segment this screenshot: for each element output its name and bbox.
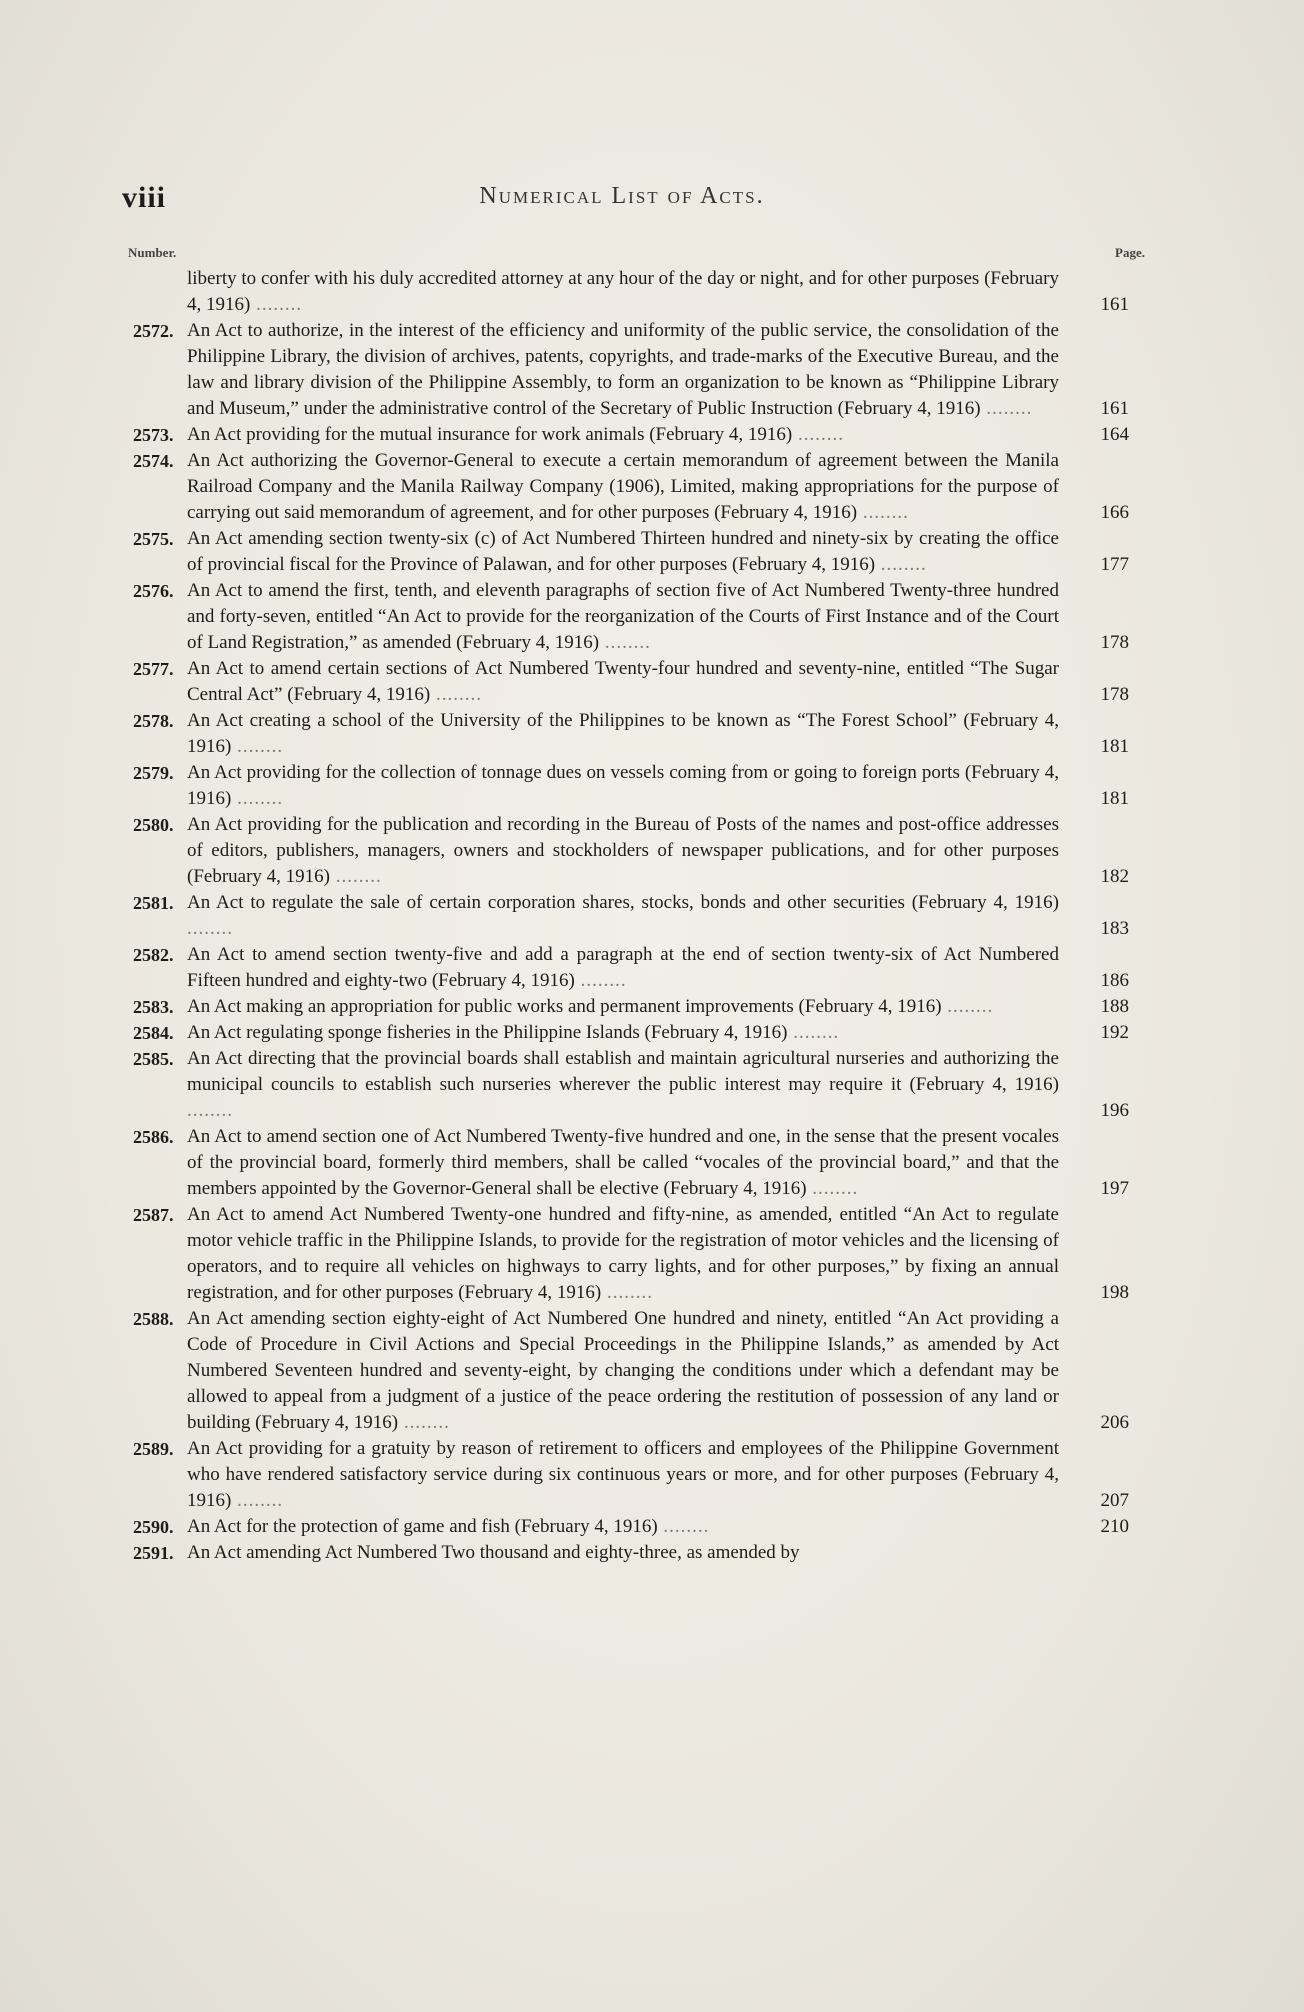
entry-text: An Act creating a school of the University of the Philippines to be known as “The Forest School” (February 4, 1916) ........	[187, 710, 1059, 757]
page-column-label: Page.	[1115, 245, 1145, 260]
entry-page: 161	[1100, 398, 1129, 419]
dot-leader: ........	[187, 918, 233, 939]
entry-page: 207	[1100, 1490, 1129, 1511]
list-item	[133, 1436, 1129, 1514]
act-number: 2583.	[133, 997, 174, 1017]
dot-leader: ........	[231, 736, 284, 757]
act-number: 2589.	[133, 1439, 174, 1459]
dot-leader: ........	[231, 1490, 284, 1511]
entry-text: An Act providing for the collection of tonnage dues on vessels coming from or going to foreign ports (February 4, 1916) ........	[187, 762, 1059, 809]
page-folio: viii	[122, 181, 167, 214]
list-item	[133, 1514, 1129, 1540]
entry-page: 181	[1100, 736, 1129, 757]
entry-page: 164	[1100, 424, 1129, 445]
dot-leader: ........	[657, 1516, 710, 1537]
entry-text: An Act amending section eighty-eight of Act Numbered One hundred and ninety, entitled “An Act providing a Code of Procedure in Civil Actions and Special Proceedings in the Philippine Islands,” as amended by Act Numbered Seventeen hundred and seventy-eight, by changing the conditions under which a defendant may be allowed to appeal from a judgment of a justice of the peace ordering the restitution of possession of any land or building (February 4, 1916) ........	[187, 1308, 1059, 1433]
entry-text: An Act to authorize, in the interest of the efficiency and uniformity of the public service, the consolidation of the Philippine Library, the division of archives, patents, copyrights, and trade-marks of the Executive Bureau, and the law and library division of the Philippine Assembly, to form an organization to be known as “Philippine Library and Museum,” under the administrative control of the Secretary of Public Instruction (February 4, 1916) ........	[187, 320, 1059, 419]
act-number: 2573.	[133, 425, 174, 445]
entry-text: An Act to amend section one of Act Numbered Twenty-five hundred and one, in the sense that the present vocales of the provincial board, formerly third members, shall be called “vocales of the provincial board,” and that the members appointed by the Governor-General shall be elective (February 4, 1916) ........	[187, 1126, 1059, 1199]
act-number: 2579.	[133, 763, 174, 783]
dot-leader: ........	[980, 398, 1033, 419]
entry-text: An Act to amend the first, tenth, and eleventh paragraphs of section five of Act Numbered Twenty-three hundred and forty-seven, entitled “An Act to provide for the reorganization of the Courts of First Instance and of the Court of Land Registration,” as amended (February 4, 1916) ........	[187, 580, 1059, 653]
list-item	[133, 578, 1129, 656]
dot-leader: ........	[857, 502, 909, 523]
dot-leader: ........	[574, 970, 627, 991]
act-number: 2572.	[133, 321, 174, 341]
list-item	[133, 994, 1129, 1020]
act-number: 2578.	[133, 711, 174, 731]
dot-leader: ........	[875, 554, 927, 575]
entry-page: 182	[1100, 866, 1129, 887]
entry-text: liberty to confer with his duly accredited attorney at any hour of the day or night, and for other purposes (February 4, 1916) ........	[187, 268, 1059, 315]
entry-text: An Act providing for the publication and recording in the Bureau of Posts of the names and post-office addresses of editors, publishers, managers, owners and stockholders of newspaper publications, and for other purposes (February 4, 1916) ........	[187, 814, 1059, 887]
dot-leader: ........	[430, 684, 482, 705]
column-labels	[128, 245, 1145, 265]
dot-leader: ........	[250, 294, 303, 315]
act-number: 2582.	[133, 945, 174, 965]
entry-page: 178	[1100, 684, 1129, 705]
list-item	[133, 1020, 1129, 1046]
list-item	[133, 812, 1129, 890]
act-number: 2580.	[133, 815, 174, 835]
list-item	[133, 318, 1129, 422]
entry-text: An Act to regulate the sale of certain corporation shares, stocks, bonds and other securities (February 4, 1916) ........	[187, 892, 1059, 939]
list-item	[133, 708, 1129, 760]
entry-text: An Act making an appropriation for public works and permanent improvements (February 4, 1916) ........	[187, 996, 994, 1017]
entry-page: 178	[1100, 632, 1129, 653]
entry-page: 183	[1100, 918, 1129, 939]
act-number: 2586.	[133, 1127, 174, 1147]
number-column-label: Number.	[128, 245, 177, 260]
dot-leader: ........	[787, 1022, 840, 1043]
list-item	[133, 1046, 1129, 1124]
act-number: 2575.	[133, 529, 174, 549]
entry-text: An Act directing that the provincial boards shall establish and maintain agricultural nurseries and authorizing the municipal councils to establish such nurseries wherever the public interest may require it (February 4, 1916) ........	[187, 1048, 1059, 1121]
running-title: Numerical List of Acts.	[479, 183, 765, 209]
act-number: 2591.	[133, 1543, 174, 1563]
entry-text: An Act to amend Act Numbered Twenty-one hundred and fifty-nine, as amended, entitled “An Act to regulate motor vehicle traffic in the Philippine Islands, to provide for the registration of motor vehicles and the licensing of operators, and to require all vehicles on highways to carry lights, and for other purposes,” by fixing an annual registration, and for other purposes (February 4, 1916) ........	[187, 1204, 1059, 1303]
dot-leader: ........	[599, 632, 651, 653]
list-item	[133, 1202, 1129, 1306]
list-item	[133, 526, 1129, 578]
list-item	[133, 656, 1129, 708]
entry-page: 192	[1100, 1022, 1129, 1043]
list-item	[133, 1540, 1129, 1566]
entry-text: An Act amending section twenty-six (c) of Act Numbered Thirteen hundred and ninety-six by creating the office of provincial fiscal for the Province of Palawan, and for other purposes (February 4, 1916) ........	[187, 528, 1059, 575]
act-number: 2576.	[133, 581, 174, 601]
list-item	[133, 448, 1129, 526]
entry-page: 161	[1100, 294, 1129, 315]
entry-page: 166	[1100, 502, 1129, 523]
act-number: 2584.	[133, 1023, 174, 1043]
page-header	[122, 181, 1122, 221]
list-item	[133, 760, 1129, 812]
list-item	[133, 942, 1129, 994]
entry-page: 210	[1100, 1516, 1129, 1537]
entry-page: 181	[1100, 788, 1129, 809]
dot-leader: ........	[187, 1100, 233, 1121]
entry-list	[133, 318, 1129, 1566]
act-number: 2590.	[133, 1517, 174, 1537]
dot-leader: ........	[601, 1282, 653, 1303]
dot-leader: ........	[792, 424, 844, 445]
list-item	[133, 1306, 1129, 1436]
dot-leader: ........	[941, 996, 994, 1017]
list-item	[133, 890, 1129, 942]
dot-leader: ........	[806, 1178, 859, 1199]
list-item	[133, 422, 1129, 448]
act-number: 2587.	[133, 1205, 174, 1225]
entry-page: 198	[1100, 1282, 1129, 1303]
dot-leader: ........	[231, 788, 284, 809]
list-item	[133, 266, 1129, 318]
act-number: 2581.	[133, 893, 174, 913]
entry-text: An Act amending Act Numbered Two thousand and eighty-three, as amended by	[187, 1542, 800, 1563]
act-number: 2585.	[133, 1049, 174, 1069]
list-item	[133, 1124, 1129, 1202]
act-number: 2577.	[133, 659, 174, 679]
entry-page: 186	[1100, 970, 1129, 991]
act-number: 2574.	[133, 451, 174, 471]
dot-leader: ........	[398, 1412, 450, 1433]
entry-text: An Act to amend section twenty-five and add a paragraph at the end of section twenty-six of Act Numbered Fifteen hundred and eighty-two (February 4, 1916) ........	[187, 944, 1059, 991]
dot-leader: ........	[330, 866, 382, 887]
entry-text: An Act providing for the mutual insurance for work animals (February 4, 1916) ........	[187, 424, 844, 445]
entry-page: 177	[1100, 554, 1129, 575]
act-number: 2588.	[133, 1309, 174, 1329]
entry-text: An Act regulating sponge fisheries in the Philippine Islands (February 4, 1916) ........	[187, 1022, 840, 1043]
entry-text: An Act for the protection of game and fish (February 4, 1916) ........	[187, 1516, 710, 1537]
entry-page: 197	[1100, 1178, 1129, 1199]
entry-text: An Act providing for a gratuity by reason of retirement to officers and employees of the Philippine Government who have rendered satisfactory service during six continuous years or more, and for other purposes (February 4, 1916) ........	[187, 1438, 1059, 1511]
entry-text: An Act to amend certain sections of Act Numbered Twenty-four hundred and seventy-nine, entitled “The Sugar Central Act” (February 4, 1916) ........	[187, 658, 1059, 705]
entry-page: 206	[1100, 1412, 1129, 1433]
entry-page: 188	[1100, 996, 1129, 1017]
acts-list	[133, 266, 1129, 1566]
entry-page: 196	[1100, 1100, 1129, 1121]
entry-text: An Act authorizing the Governor-General to execute a certain memorandum of agreement between the Manila Railroad Company and the Manila Railway Company (1906), Limited, making appropriations for the purpose of carrying out said memorandum of agreement, and for other purposes (February 4, 1916) ........	[187, 450, 1059, 523]
